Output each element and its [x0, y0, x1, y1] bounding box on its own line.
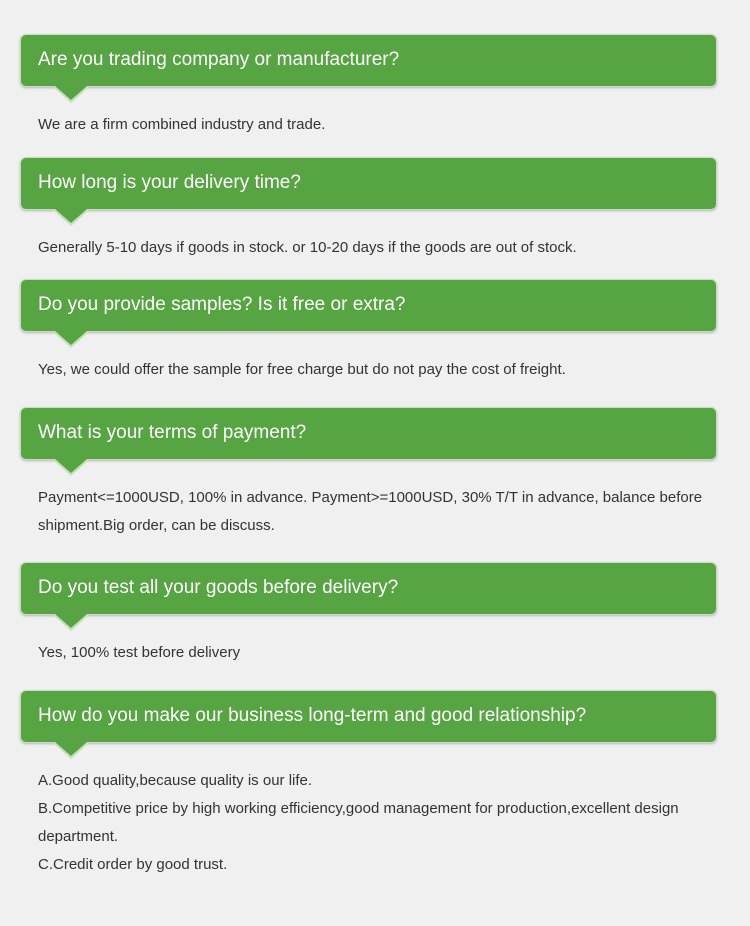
- faq-question: Are you trading company or manufacturer?: [38, 49, 400, 70]
- faq-question: How long is your delivery time?: [38, 172, 301, 193]
- faq-answer-line: A.Good quality,because quality is our life.: [38, 772, 313, 789]
- bubble-tail: [55, 209, 87, 223]
- faq-answer-line: Yes, we could offer the sample for free charge but do not pay the cost of freight.: [38, 361, 566, 378]
- faq-answer: [38, 234, 718, 262]
- bubble-tail: [55, 86, 87, 100]
- faq-answer-line: Payment<=1000USD, 100% in advance. Payment>=1000USD, 30% T/T in advance, balance before shipment.Big order, can be discuss.: [38, 489, 703, 534]
- faq-question-bubble: [20, 157, 717, 210]
- bubble-tail: [55, 614, 87, 628]
- faq-question: Do you test all your goods before delivery?: [38, 577, 399, 598]
- faq-answer: [38, 356, 718, 384]
- faq-answer-line: B.Competitive price by high working efficiency,good management for production,excellent design department.: [38, 800, 679, 845]
- faq-question: How do you make our business long-term and good relationship?: [38, 705, 587, 726]
- faq-answer: [38, 767, 718, 879]
- bubble-tail: [55, 459, 87, 473]
- faq-answer: [38, 639, 718, 667]
- faq-answer-line: We are a firm combined industry and trade.: [38, 116, 326, 133]
- faq-answer: [38, 484, 718, 540]
- faq-answer-line: Yes, 100% test before delivery: [38, 644, 241, 661]
- faq-answer-line: Generally 5-10 days if goods in stock. or 10-20 days if the goods are out of stock.: [38, 239, 577, 256]
- faq-question-bubble: [20, 407, 717, 460]
- faq-question: What is your terms of payment?: [38, 422, 307, 443]
- faq-question-bubble: [20, 279, 717, 332]
- faq-question: Do you provide samples? Is it free or extra?: [38, 294, 406, 315]
- faq-question-bubble: [20, 34, 717, 87]
- faq-answer-line: C.Credit order by good trust.: [38, 856, 228, 873]
- bubble-tail: [55, 331, 87, 345]
- faq-question-bubble: [20, 562, 717, 615]
- faq-answer: [38, 111, 718, 139]
- faq-question-bubble: [20, 690, 717, 743]
- bubble-tail: [55, 742, 87, 756]
